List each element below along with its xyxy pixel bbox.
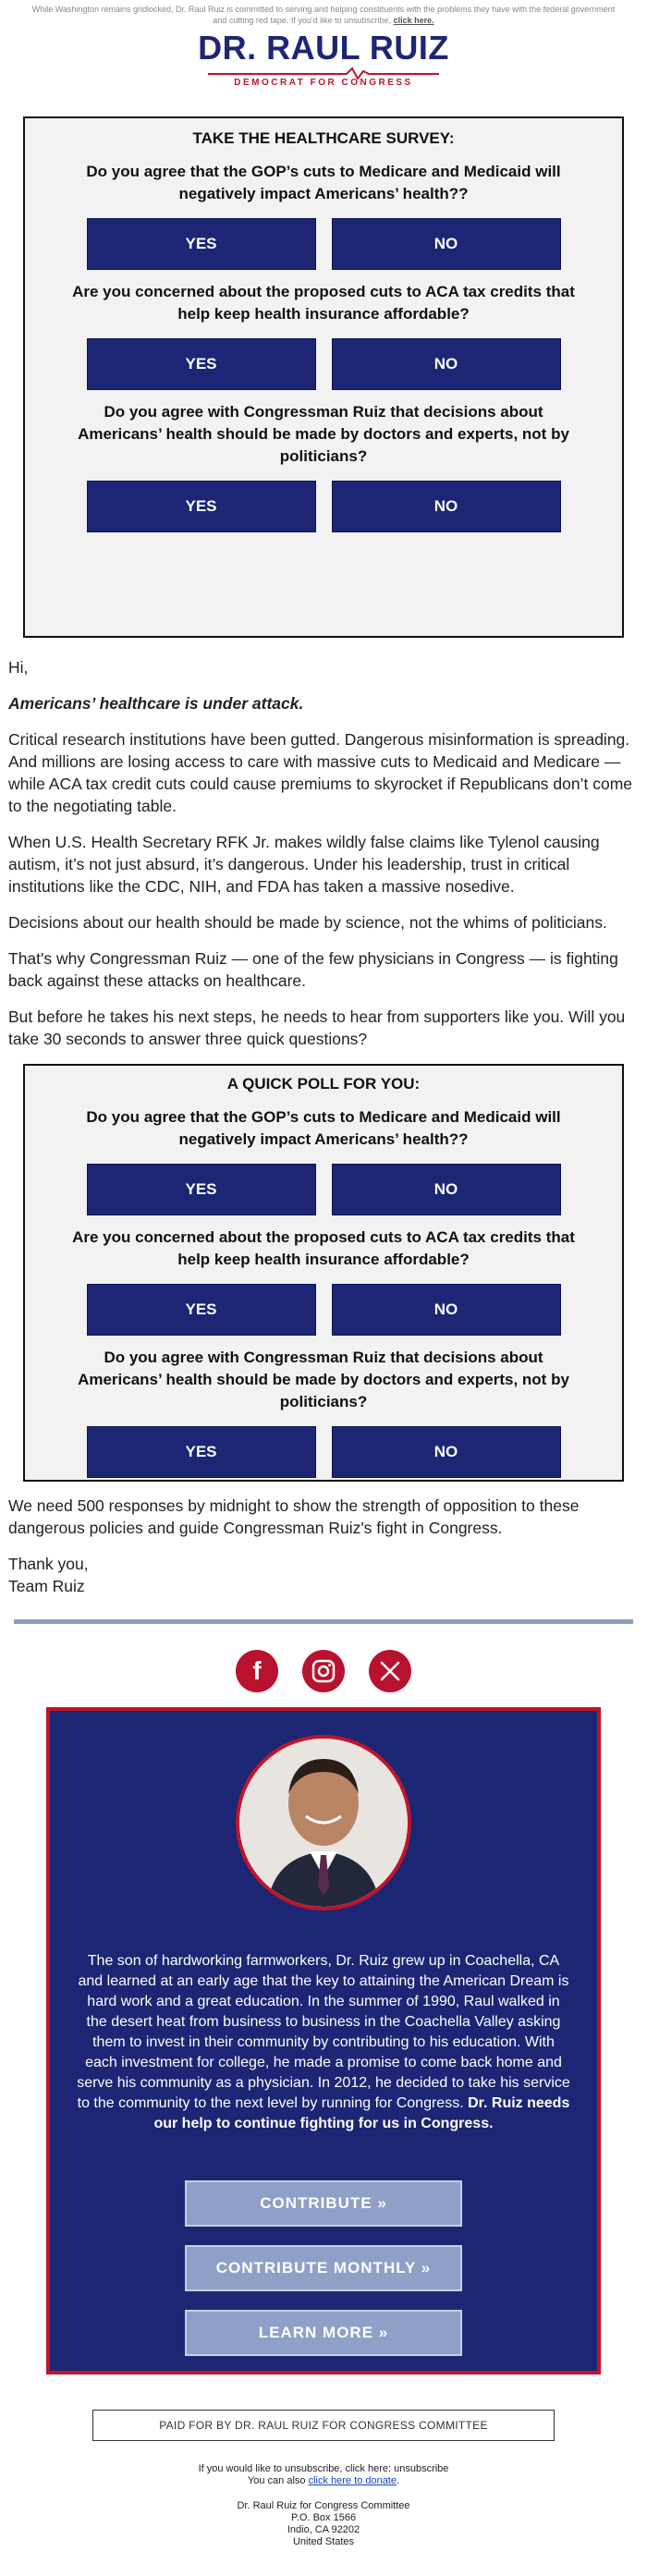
- facebook-icon[interactable]: [236, 1650, 278, 1692]
- survey-question: Do you agree with Congressman Ruiz that decisions about Americans’ health should be made by doctors and experts, not by politicians?: [78, 1349, 569, 1410]
- greeting: Hi,: [8, 658, 29, 677]
- footer-donate: [0, 2475, 647, 2487]
- paid-for-disclaimer: PAID FOR BY DR. RAUL RUIZ FOR CONGRESS COMMITTEE: [92, 2410, 555, 2441]
- no-button[interactable]: NO: [332, 1164, 561, 1215]
- facebook-glyph: f: [252, 1656, 262, 1685]
- address-line: Dr. Raul Ruiz for Congress Committee: [237, 2500, 410, 2511]
- answer-row: [43, 1426, 604, 1478]
- yes-button[interactable]: YES: [87, 218, 316, 270]
- paragraph: Critical research institutions have been gutted. Dangerous misinformation is spreading. And millions are losing access to care with massive cuts to Medicaid and Medicare — while ACA tax credit cuts could cause premiums to skyrocket if Republicans don’t come to the negotiating table.: [8, 730, 633, 815]
- no-button[interactable]: NO: [332, 481, 561, 532]
- social-links: [0, 1650, 647, 1692]
- logo-name: DR. RAUL RUIZ: [198, 29, 449, 67]
- answer-row: [43, 338, 604, 390]
- preheader-text: While Washington remains gridlocked, Dr. Raul Ruiz is committed to serving and helping constituents with the problems they have with the federal government and cutting red tape. If you'd like to unsubscribe,: [31, 5, 616, 25]
- yes-button[interactable]: YES: [87, 481, 316, 532]
- signoff-team: Team Ruiz: [8, 1577, 85, 1595]
- survey-title: A QUICK POLL FOR YOU:: [226, 1075, 421, 1093]
- survey-question: Do you agree that the GOP’s cuts to Medicare and Medicaid will negatively impact Americans’ health??: [86, 163, 561, 202]
- answer-row: [43, 1164, 604, 1215]
- logo-tagline: DEMOCRAT FOR CONGRESS: [234, 78, 413, 88]
- address-line: Indio, CA 92202: [287, 2524, 360, 2535]
- survey-question: Do you agree with Congressman Ruiz that decisions about Americans’ health should be made by doctors and experts, not by politicians?: [78, 403, 569, 465]
- email-body: [0, 656, 647, 1050]
- heartbeat-line: [208, 67, 439, 79]
- bio-call-to-action: Dr. Ruiz needs our help to continue fighting for us in Congress.: [153, 2095, 570, 2131]
- no-button[interactable]: NO: [332, 338, 561, 390]
- no-button[interactable]: NO: [332, 218, 561, 270]
- signoff: [8, 1553, 639, 1597]
- survey-title: TAKE THE HEALTHCARE SURVEY:: [192, 129, 455, 147]
- bio-card: [46, 1707, 601, 2375]
- donate-link[interactable]: click here to donate: [308, 2475, 397, 2486]
- survey-question: Are you concerned about the proposed cuts to ACA tax credits that help keep health insurance affordable?: [72, 1228, 575, 1268]
- paragraph: We need 500 responses by midnight to show the strength of opposition to these dangerous policies and guide Congressman Ruiz's fight in Congress.: [8, 1496, 580, 1537]
- no-button[interactable]: NO: [332, 1426, 561, 1478]
- survey-question: Do you agree that the GOP’s cuts to Medicare and Medicaid will negatively impact Americans’ health??: [86, 1108, 561, 1148]
- footer: [0, 2463, 647, 2548]
- footer-unsubscribe[interactable]: If you would like to unsubscribe, click here: unsubscribe: [198, 2463, 449, 2474]
- headline: Americans’ healthcare is under attack.: [8, 694, 304, 713]
- answer-row: [43, 218, 604, 270]
- yes-button[interactable]: YES: [87, 1426, 316, 1478]
- bio-text: [76, 1951, 571, 2134]
- no-button[interactable]: NO: [332, 1284, 561, 1336]
- address-line: United States: [292, 2536, 355, 2547]
- divider: [14, 1619, 633, 1624]
- survey-question: Are you concerned about the proposed cuts to ACA tax credits that help keep health insurance affordable?: [72, 283, 575, 323]
- paragraph: But before he takes his next steps, he needs to hear from supporters like you. Will you take 30 seconds to answer three quick questions?: [8, 1007, 626, 1048]
- x-icon[interactable]: [369, 1650, 411, 1692]
- signoff-thanks: Thank you,: [8, 1555, 89, 1573]
- paragraph: That's why Congressman Ruiz — one of the few physicians in Congress — is fighting back against these attacks on healthcare.: [8, 949, 618, 990]
- contribute-monthly-button[interactable]: CONTRIBUTE MONTHLY »: [185, 2245, 462, 2291]
- paragraph: When U.S. Health Secretary RFK Jr. makes wildly false claims like Tylenol causing autism, it’s not just absurd, it’s dangerous. Under his leadership, trust in critical institutions like the CDC, NIH, and FDA has taken a massive nosedive.: [8, 833, 600, 896]
- email-body-closing: [0, 1495, 647, 1597]
- answer-row: [43, 481, 604, 532]
- paragraph: Decisions about our health should be made by science, not the whims of politicians.: [8, 913, 607, 932]
- yes-button[interactable]: YES: [87, 338, 316, 390]
- address-line: P.O. Box 1566: [290, 2512, 357, 2523]
- instagram-icon[interactable]: [302, 1650, 345, 1692]
- preheader: [0, 0, 647, 26]
- quick-poll: [23, 1064, 624, 1482]
- learn-more-button[interactable]: LEARN MORE »: [185, 2310, 462, 2356]
- answer-row: [43, 1284, 604, 1336]
- avatar: [236, 1735, 411, 1911]
- yes-button[interactable]: YES: [87, 1284, 316, 1336]
- logo: [0, 26, 647, 98]
- healthcare-survey: [23, 116, 624, 638]
- contribute-button[interactable]: CONTRIBUTE »: [185, 2180, 462, 2227]
- donate-suffix: .: [396, 2475, 400, 2486]
- donate-prefix: You can also: [247, 2475, 309, 2486]
- unsubscribe-link[interactable]: click here.: [393, 16, 434, 25]
- bio-paragraph: The son of hardworking farmworkers, Dr. Ruiz grew up in Coachella, CA and learned at an early age that the key to attaining the American Dream is hard work and a great education. In the summer of 1990, Raul walked in the desert heat from business to business in the Coachella Valley asking them to invest in their community by contributing to his education. With each investment for college, he made a promise to come back home and serve his community as a physician. In 2012, he decided to take his service to the community to the next level by running for Congress.: [77, 1953, 570, 2111]
- yes-button[interactable]: YES: [87, 1164, 316, 1215]
